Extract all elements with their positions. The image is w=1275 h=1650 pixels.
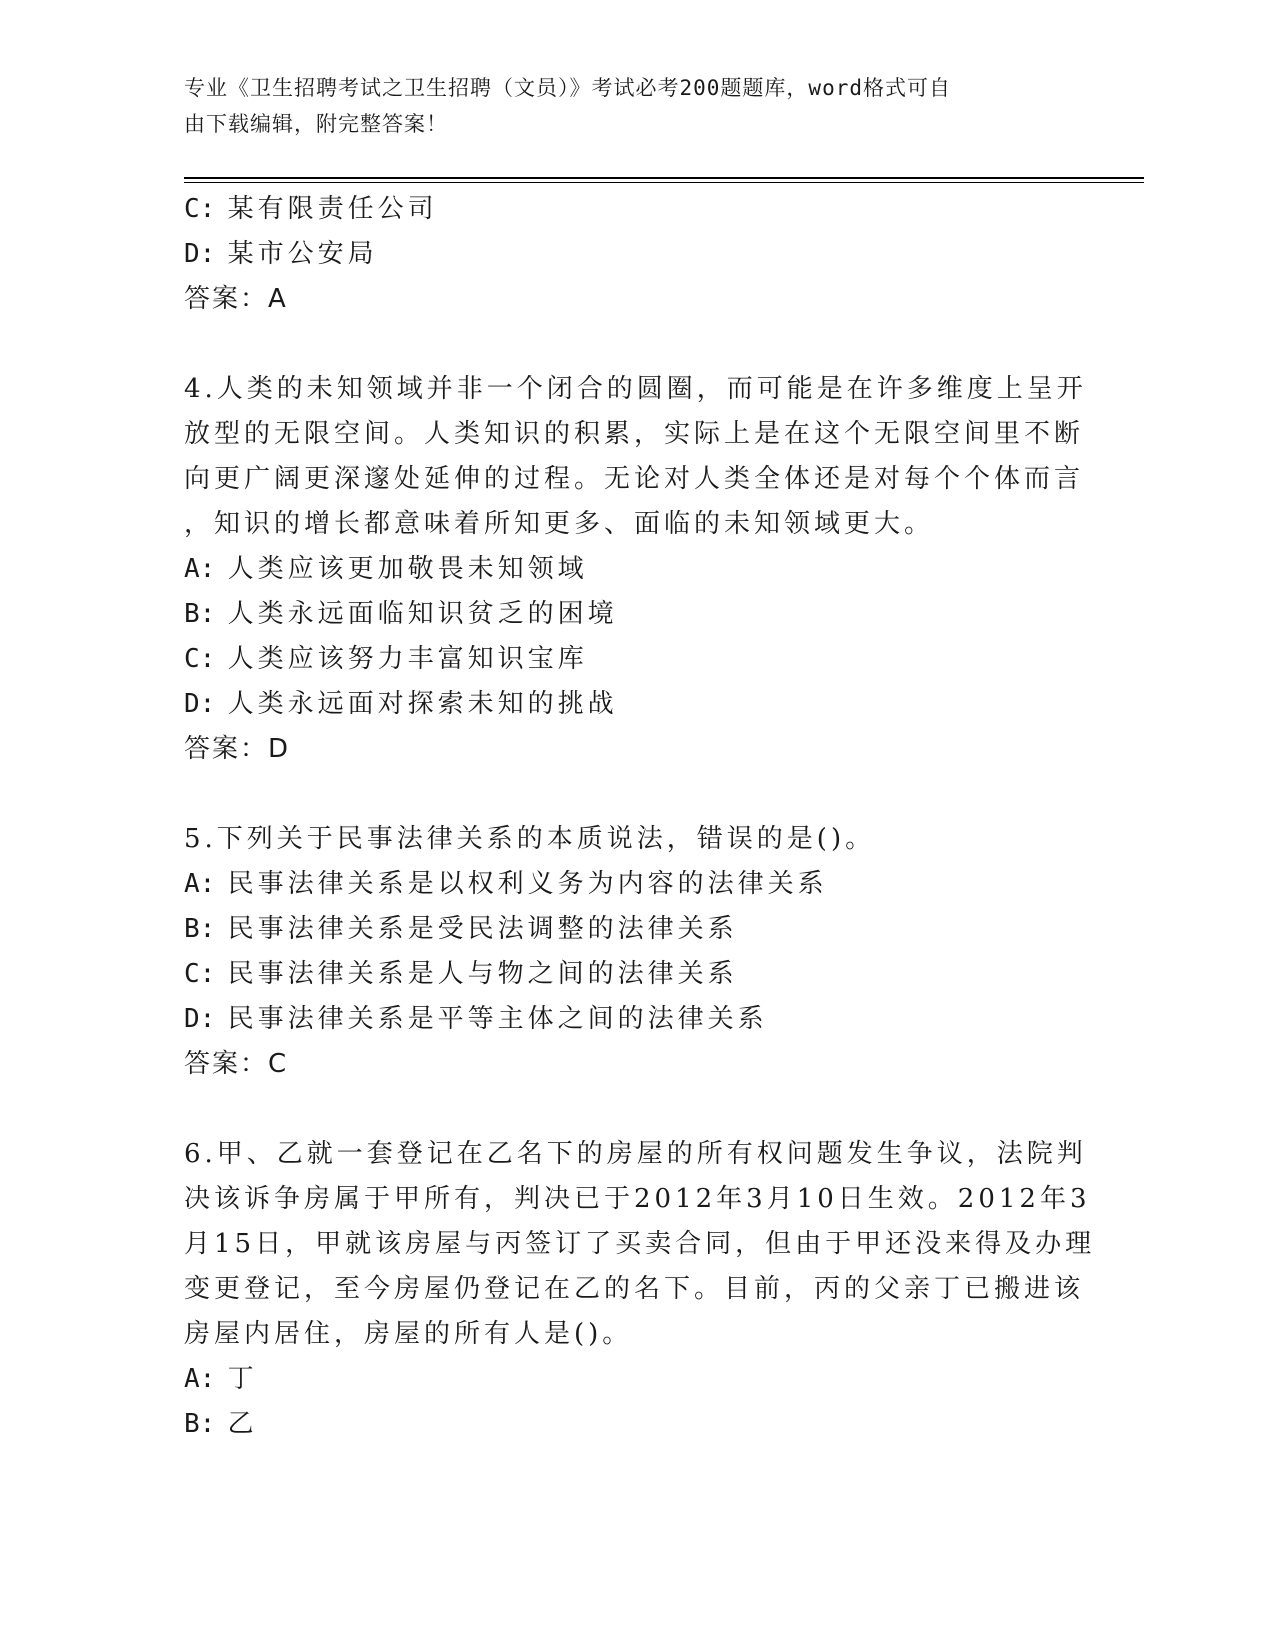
option-letter: B: — [184, 1409, 216, 1439]
question-text-line: 月15日，甲就该房屋与丙签订了买卖合同，但由于甲还没来得及办理 — [184, 1229, 1096, 1259]
option-text: 民事法律关系是人与物之间的法律关系 — [227, 959, 738, 989]
option-text: 民事法律关系是平等主体之间的法律关系 — [227, 1004, 768, 1034]
option-letter: A: — [184, 869, 216, 899]
option-d — [184, 232, 1084, 277]
question-text-line: 决该诉争房属于甲所有，判决已于2012年3月10日生效。2012年3 — [184, 1184, 1091, 1214]
header-title-line-2: 由下载编辑，附完整答案！ — [184, 112, 448, 136]
spacer — [184, 1087, 1084, 1132]
option-text: 人类永远面对探索未知的挑战 — [227, 689, 618, 719]
option-letter: A: — [184, 554, 216, 584]
option-letter: D: — [184, 239, 216, 269]
question-text-line: ，知识的增长都意味着所知更多、面临的未知领域更大。 — [184, 509, 935, 539]
option-a — [184, 1357, 1084, 1402]
document-header — [184, 70, 1064, 142]
option-text: 民事法律关系是受民法调整的法律关系 — [227, 914, 738, 944]
question-block-6 — [184, 1132, 1096, 1447]
option-b — [184, 1402, 1084, 1447]
option-c — [184, 637, 1084, 682]
answer-line: 答案：D — [184, 734, 291, 764]
option-letter: A: — [184, 1364, 216, 1394]
option-letter: C: — [184, 194, 216, 224]
header-divider-thin — [184, 182, 1144, 183]
option-letter: D: — [184, 689, 216, 719]
question-block-3 — [184, 187, 1084, 322]
question-text-line: 6.甲、乙就一套登记在乙名下的房屋的所有权问题发生争议，法院判 — [184, 1139, 1087, 1169]
option-a — [184, 547, 1084, 592]
question-text-line: 向更广阔更深邃处延伸的过程。无论对人类全体还是对每个个体而言 — [184, 464, 1085, 494]
header-title-line-1: 专业《卫生招聘考试之卫生招聘（文员）》考试必考200题题库，word格式可自 — [184, 76, 951, 100]
option-b — [184, 907, 1084, 952]
option-letter: B: — [184, 599, 216, 629]
option-text: 民事法律关系是以权利义务为内容的法律关系 — [227, 869, 828, 899]
option-letter: C: — [184, 644, 216, 674]
option-d — [184, 682, 1084, 727]
option-text: 某有限责任公司 — [227, 194, 438, 224]
option-c — [184, 187, 1084, 232]
option-d — [184, 997, 1084, 1042]
option-text: 人类永远面临知识贫乏的困境 — [227, 599, 618, 629]
option-text: 人类应该更加敬畏未知领域 — [227, 554, 588, 584]
option-letter: C: — [184, 959, 216, 989]
question-block-4 — [184, 367, 1087, 772]
option-letter: D: — [184, 1004, 216, 1034]
option-text: 丁 — [227, 1364, 258, 1394]
header-divider-thick — [184, 177, 1144, 179]
option-letter: B: — [184, 914, 216, 944]
answer-line: 答案：C — [184, 1049, 289, 1079]
option-text: 人类应该努力丰富知识宝库 — [227, 644, 588, 674]
answer-line: 答案：A — [184, 284, 288, 314]
spacer — [184, 772, 1084, 817]
question-text-line: 5.下列关于民事法律关系的本质说法，错误的是()。 — [184, 824, 876, 854]
question-list — [184, 187, 1096, 1447]
question-text-line: 房屋内居住，房屋的所有人是()。 — [184, 1319, 633, 1349]
question-block-5 — [184, 817, 1084, 1087]
spacer — [184, 322, 1084, 367]
option-text: 某市公安局 — [227, 239, 378, 269]
question-text-line: 放型的无限空间。人类知识的积累，实际上是在这个无限空间里不断 — [184, 419, 1085, 449]
option-c — [184, 952, 1084, 997]
question-text-line: 4.人类的未知领域并非一个闭合的圆圈，而可能是在许多维度上呈开 — [184, 374, 1087, 404]
option-b — [184, 592, 1084, 637]
question-text-line: 变更登记，至今房屋仍登记在乙的名下。目前，丙的父亲丁已搬进该 — [184, 1274, 1085, 1304]
option-text: 乙 — [227, 1409, 258, 1439]
option-a — [184, 862, 1084, 907]
